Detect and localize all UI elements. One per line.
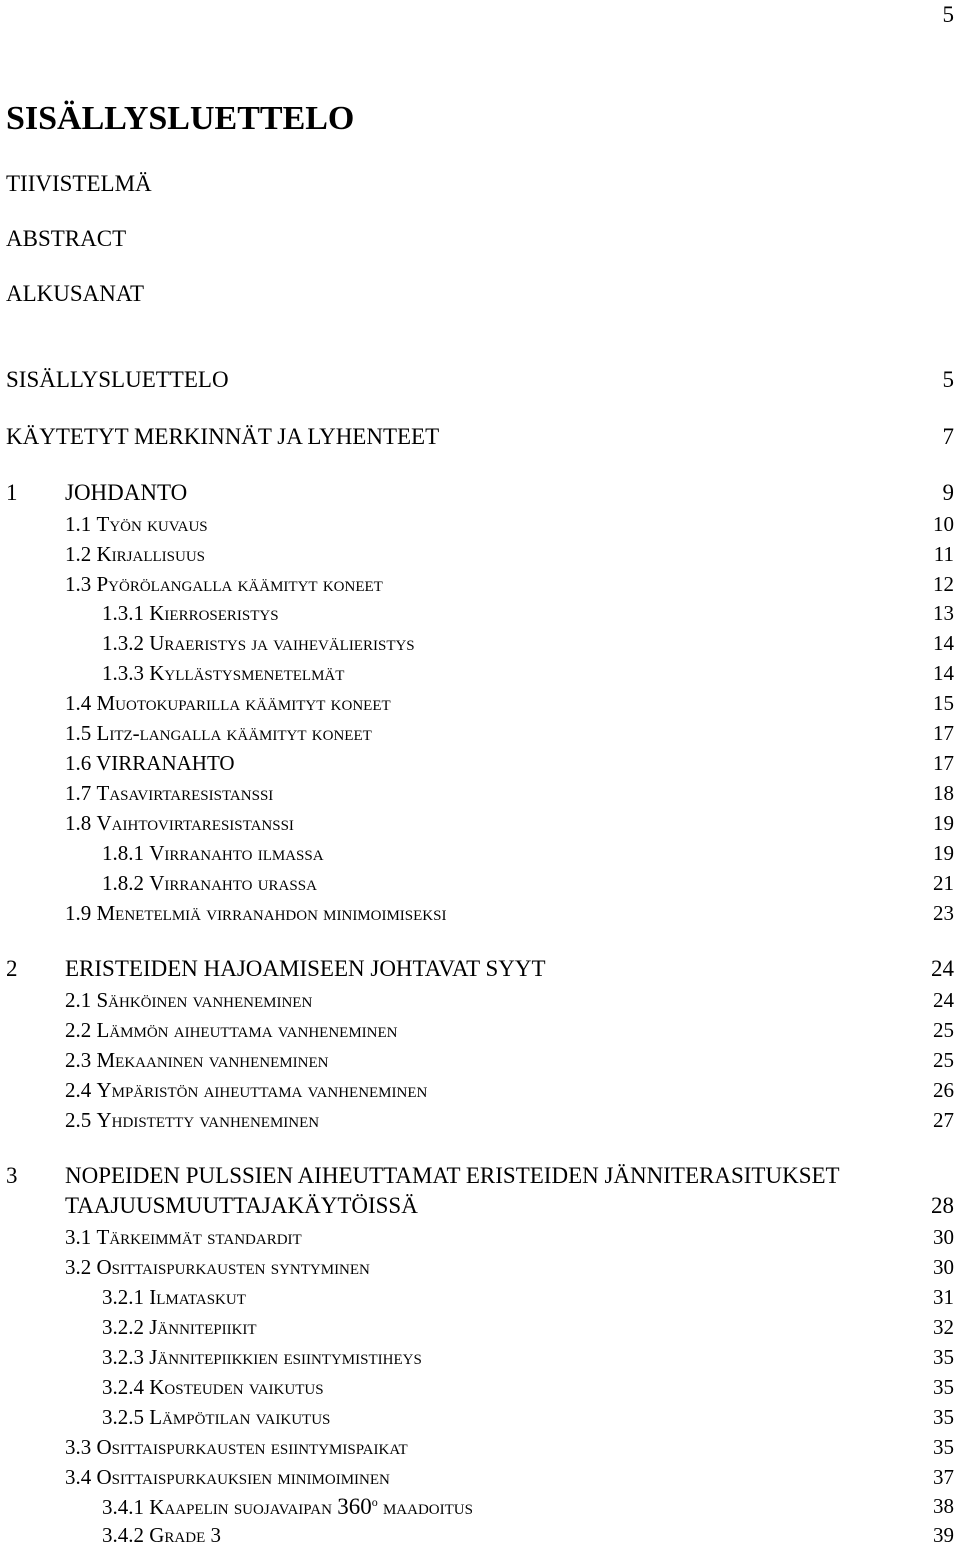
- section-page: 35: [933, 1405, 954, 1429]
- section-number: 3.4: [65, 1465, 92, 1489]
- section-number: 2.2: [65, 1018, 92, 1042]
- chapter-number: 2: [6, 956, 18, 981]
- section-title: Osittaispurkausten syntyminen: [96, 1255, 370, 1279]
- section-title: Kaapelin suojavaipan: [149, 1495, 332, 1519]
- section-label: [65, 781, 273, 806]
- section-number: 1.8.1: [102, 841, 144, 865]
- section-title: Kierroseristys: [149, 601, 279, 625]
- entry-page: 7: [942, 424, 954, 449]
- section-page: 23: [933, 901, 954, 925]
- section-label: [65, 721, 372, 746]
- section-number: 2.4: [65, 1078, 92, 1102]
- chapter-title: ERISTEIDEN HAJOAMISEEN JOHTAVAT SYYT: [65, 956, 546, 981]
- section-label: [65, 1225, 302, 1250]
- section-number: 1.4: [65, 691, 92, 715]
- section-label: [65, 1048, 328, 1073]
- section-title: Työn kuvaus: [96, 512, 208, 536]
- section-number: 1.9: [65, 901, 92, 925]
- section-number: 1.3.3: [102, 661, 144, 685]
- section-page: 37: [933, 1465, 954, 1489]
- section-title: Osittaispurkausten esiintymispaikat: [96, 1435, 408, 1459]
- section-number: 3.2.1: [102, 1285, 144, 1309]
- section-title: Kosteuden vaikutus: [149, 1375, 324, 1399]
- section-page: 35: [933, 1435, 954, 1459]
- section-title: Sähköinen vanheneminen: [96, 988, 313, 1012]
- section-title: Menetelmiä virranahdon minimoimiseksi: [96, 901, 447, 925]
- section-label: [65, 988, 312, 1013]
- chapter-page: 28: [931, 1193, 954, 1218]
- section-label: [102, 1523, 221, 1548]
- section-page: 18: [933, 781, 954, 805]
- section-number: 2.1: [65, 988, 92, 1012]
- section-title: Tärkeimmät standardit: [96, 1225, 302, 1249]
- section-label: [65, 691, 391, 716]
- section-label: [65, 1465, 390, 1490]
- section-number: 3.2.2: [102, 1315, 144, 1339]
- entry-title: KÄYTETYT MERKINNÄT JA LYHENTEET: [6, 424, 440, 449]
- section-number: 1.3.2: [102, 631, 144, 655]
- entry-page: 5: [942, 367, 954, 392]
- section-page: 30: [933, 1225, 954, 1249]
- section-page: 12: [933, 572, 954, 596]
- chapter-title: NOPEIDEN PULSSIEN AIHEUTTAMAT ERISTEIDEN JÄNNITERASITUKSET: [65, 1163, 840, 1188]
- section-page: 13: [933, 601, 954, 625]
- section-title-end: maadoitus: [382, 1495, 473, 1519]
- section-page: 11: [933, 542, 954, 566]
- section-page: 24: [933, 988, 954, 1012]
- chapter-title: JOHDANTO: [65, 480, 188, 505]
- section-number: 3.1: [65, 1225, 92, 1249]
- section-page: 25: [933, 1018, 954, 1042]
- chapter-page: 24: [931, 956, 954, 981]
- section-label: [102, 661, 344, 686]
- section-number: 1.6: [65, 751, 92, 775]
- section-number: 3.2.3: [102, 1345, 144, 1369]
- section-page: 17: [933, 721, 954, 745]
- section-title: Grade 3: [149, 1523, 221, 1547]
- section-label: [102, 631, 415, 656]
- section-label: [102, 1345, 422, 1370]
- chapter-page: 9: [942, 480, 954, 505]
- section-title: Jännitepiikit: [149, 1315, 257, 1339]
- section-page: 27: [933, 1108, 954, 1132]
- section-label: [65, 1018, 398, 1043]
- section-title: Vaihtovirtaresistanssi: [96, 811, 294, 835]
- section-page: 39: [933, 1523, 954, 1547]
- section-title: Mekaaninen vanheneminen: [96, 1048, 329, 1072]
- section-page: 10: [933, 512, 954, 536]
- section-label: [102, 841, 324, 866]
- section-page: 25: [933, 1048, 954, 1072]
- entry-title: SISÄLLYSLUETTELO: [6, 367, 229, 392]
- toc-heading: SISÄLLYSLUETTELO: [6, 100, 355, 137]
- section-number: 3.3: [65, 1435, 92, 1459]
- section-title: Lämmön aiheuttama vanheneminen: [96, 1018, 398, 1042]
- section-label: [65, 1108, 319, 1133]
- section-title: Kyllästysmenetelmät: [149, 661, 345, 685]
- section-page: 19: [933, 841, 954, 865]
- section-label: [102, 1285, 246, 1310]
- section-title: Virranahto ilmassa: [149, 841, 324, 865]
- section-page: 38: [933, 1494, 954, 1518]
- section-title: VIRRANAHTO: [96, 751, 235, 775]
- section-page: 35: [933, 1345, 954, 1369]
- section-page: 21: [933, 871, 954, 895]
- section-label: [65, 572, 383, 597]
- section-label: [65, 751, 235, 776]
- section-label: [65, 1078, 427, 1103]
- section-number: 2.3: [65, 1048, 92, 1072]
- section-number: 1.8.2: [102, 871, 144, 895]
- section-number: 1.2: [65, 542, 92, 566]
- section-label: [102, 1375, 324, 1400]
- section-page: 17: [933, 751, 954, 775]
- section-number: 3.4.1: [102, 1495, 144, 1519]
- section-label: [65, 1435, 408, 1460]
- section-page: 32: [933, 1315, 954, 1339]
- section-label: [102, 871, 317, 896]
- section-number: 1.3: [65, 572, 92, 596]
- section-label: [65, 512, 208, 537]
- section-title: Ympäristön aiheuttama vanheneminen: [96, 1078, 428, 1102]
- section-title: Jännitepiikkien esiintymistiheys: [149, 1345, 422, 1369]
- section-title: Virranahto urassa: [149, 871, 317, 895]
- section-number: 3.2.4: [102, 1375, 144, 1399]
- section-number: 1.3.1: [102, 601, 144, 625]
- chapter-number: 3: [6, 1163, 18, 1188]
- section-page: 30: [933, 1255, 954, 1279]
- front-matter-alkusanat: ALKUSANAT: [6, 281, 144, 306]
- section-number: 1.7: [65, 781, 92, 805]
- section-title: Yhdistetty vanheneminen: [96, 1108, 320, 1132]
- section-label: [102, 1405, 330, 1430]
- chapter-number: 1: [6, 480, 18, 505]
- section-title: Ilmataskut: [149, 1285, 246, 1309]
- section-title: Lämpötilan vaikutus: [149, 1405, 331, 1429]
- section-number: 2.5: [65, 1108, 92, 1132]
- section-title: Osittaispurkauksien minimoiminen: [96, 1465, 390, 1489]
- section-title-number: 360: [337, 1494, 372, 1519]
- section-number: 3.4.2: [102, 1523, 144, 1547]
- section-label: [102, 601, 279, 626]
- section-label: [65, 901, 446, 926]
- section-page: 19: [933, 811, 954, 835]
- section-page: 14: [933, 661, 954, 685]
- section-title: Uraeristys ja vaihevälieristys: [149, 631, 415, 655]
- section-page: 31: [933, 1285, 954, 1309]
- section-title: Tasavirtaresistanssi: [96, 781, 274, 805]
- chapter-title-line2: TAAJUUSMUUTTAJAKÄYTÖISSÄ: [65, 1193, 418, 1218]
- section-title: Kirjallisuus: [96, 542, 206, 566]
- section-label: [102, 1315, 257, 1340]
- section-title: Muotokuparilla käämityt koneet: [96, 691, 391, 715]
- section-page: 14: [933, 631, 954, 655]
- section-page: 35: [933, 1375, 954, 1399]
- section-number: 3.2: [65, 1255, 92, 1279]
- section-number: 1.8: [65, 811, 92, 835]
- section-title: Litz-langalla käämityt koneet: [96, 721, 372, 745]
- section-number: 1.5: [65, 721, 92, 745]
- section-label: [102, 1494, 473, 1520]
- front-matter-tiivistelma: TIIVISTELMÄ: [6, 171, 152, 196]
- section-page: 26: [933, 1078, 954, 1102]
- section-label: [65, 542, 205, 567]
- section-title: Pyörölangalla käämityt koneet: [96, 572, 383, 596]
- section-label: [65, 1255, 370, 1280]
- degree-superscript: o: [371, 1495, 378, 1509]
- front-matter-abstract: ABSTRACT: [6, 226, 127, 251]
- section-number: 1.1: [65, 512, 92, 536]
- page-number: 5: [942, 2, 954, 27]
- section-number: 3.2.5: [102, 1405, 144, 1429]
- section-page: 15: [933, 691, 954, 715]
- section-label: [65, 811, 294, 836]
